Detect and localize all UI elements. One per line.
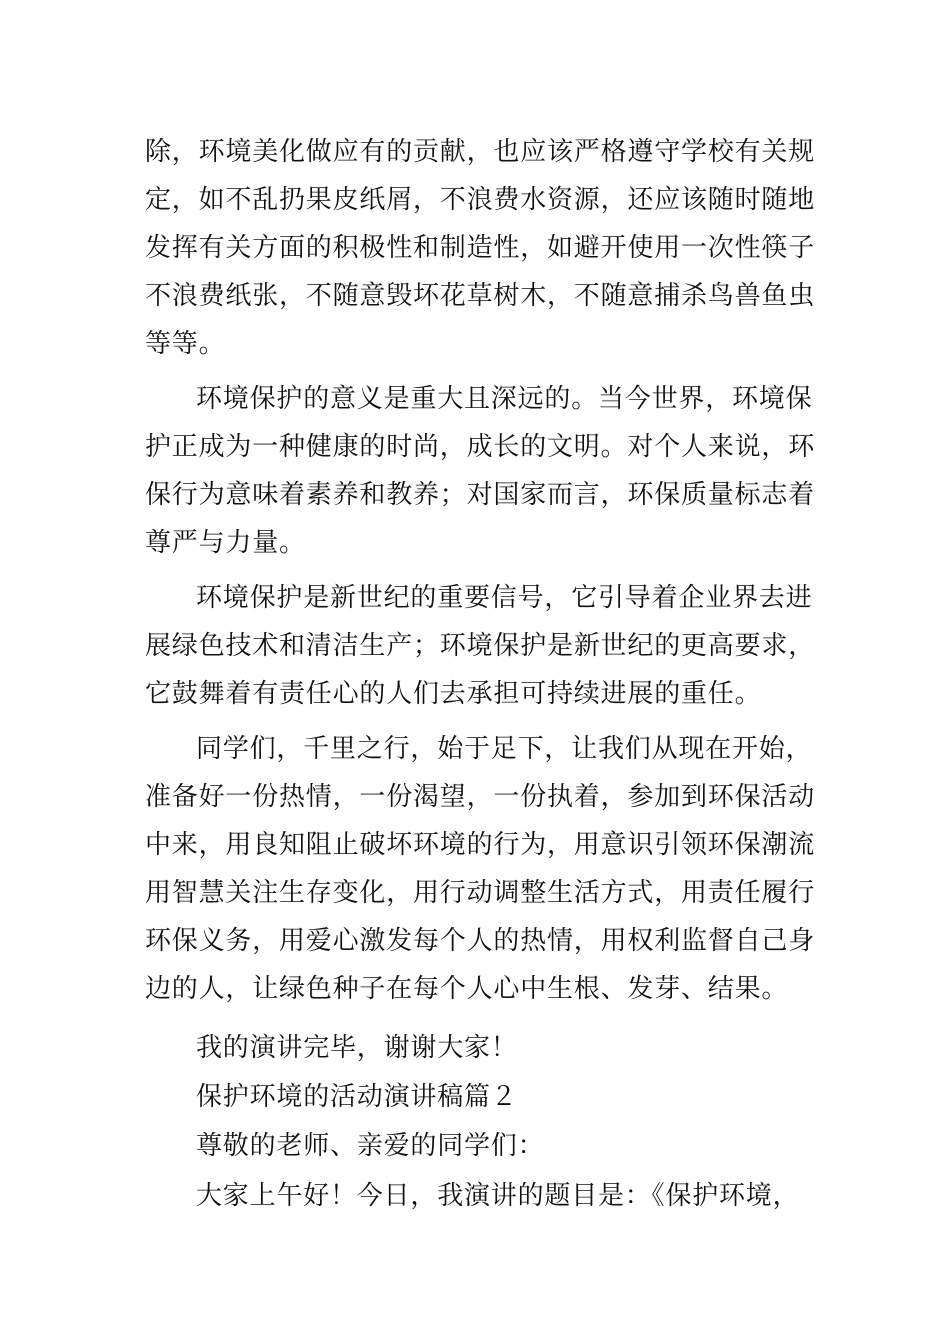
paragraph-line: 同学们，千里之行，始于足下，让我们从现在开始， xyxy=(196,734,813,764)
paragraph-line: 护正成为一种健康的时尚，成长的文明。对个人来说，环 xyxy=(145,432,816,462)
paragraph-line: 它鼓舞着有责任心的人们去承担可持续进展的重任。 xyxy=(145,679,762,709)
paragraph-line: 保行为意味着素养和教养；对国家而言，环保质量标志着 xyxy=(145,480,816,510)
heading-line: 保护环境的活动演讲稿篇２ xyxy=(196,1082,518,1112)
paragraph-line: 发挥有关方面的积极性和制造性，如避开使用一次性筷子 xyxy=(145,233,816,263)
paragraph-line: 我的演讲完毕，谢谢大家！ xyxy=(196,1033,518,1063)
paragraph-line: 尊严与力量。 xyxy=(145,528,306,558)
paragraph-line: 中来，用良知阻止破坏环境的行为，用意识引领环保潮流 xyxy=(145,830,816,860)
paragraph-line: 环境保护是新世纪的重要信号，它引导着企业界去进 xyxy=(196,583,813,613)
paragraph-line: 准备好一份热情，一份渴望，一份执着，参加到环保活动 xyxy=(145,782,816,812)
paragraph-line: 等等。 xyxy=(145,329,226,359)
paragraph-line: 除，环境美化做应有的贡献，也应该严格遵守学校有关规 xyxy=(145,137,816,167)
paragraph-line: 大家上午好！今日，我演讲的题目是：《保护环境， xyxy=(196,1181,800,1211)
paragraph-line: 展绿色技术和清洁生产；环境保护是新世纪的更高要求， xyxy=(145,631,816,661)
paragraph-line: 定，如不乱扔果皮纸屑，不浪费水资源，还应该随时随地 xyxy=(145,185,816,215)
paragraph-line: 环保义务，用爱心激发每个人的热情，用权利监督自己身 xyxy=(145,926,816,956)
paragraph-line: 环境保护的意义是重大且深远的。当今世界，环境保 xyxy=(196,384,813,414)
paragraph-line: 边的人，让绿色种子在每个人心中生根、发芽、结果。 xyxy=(145,974,789,1004)
paragraph-line: 用智慧关注生存变化，用行动调整生活方式，用责任履行 xyxy=(145,878,816,908)
paragraph-line: 尊敬的老师、亲爱的同学们： xyxy=(196,1131,545,1161)
paragraph-line: 不浪费纸张，不随意毁坏花草树木，不随意捕杀鸟兽鱼虫 xyxy=(145,281,816,311)
